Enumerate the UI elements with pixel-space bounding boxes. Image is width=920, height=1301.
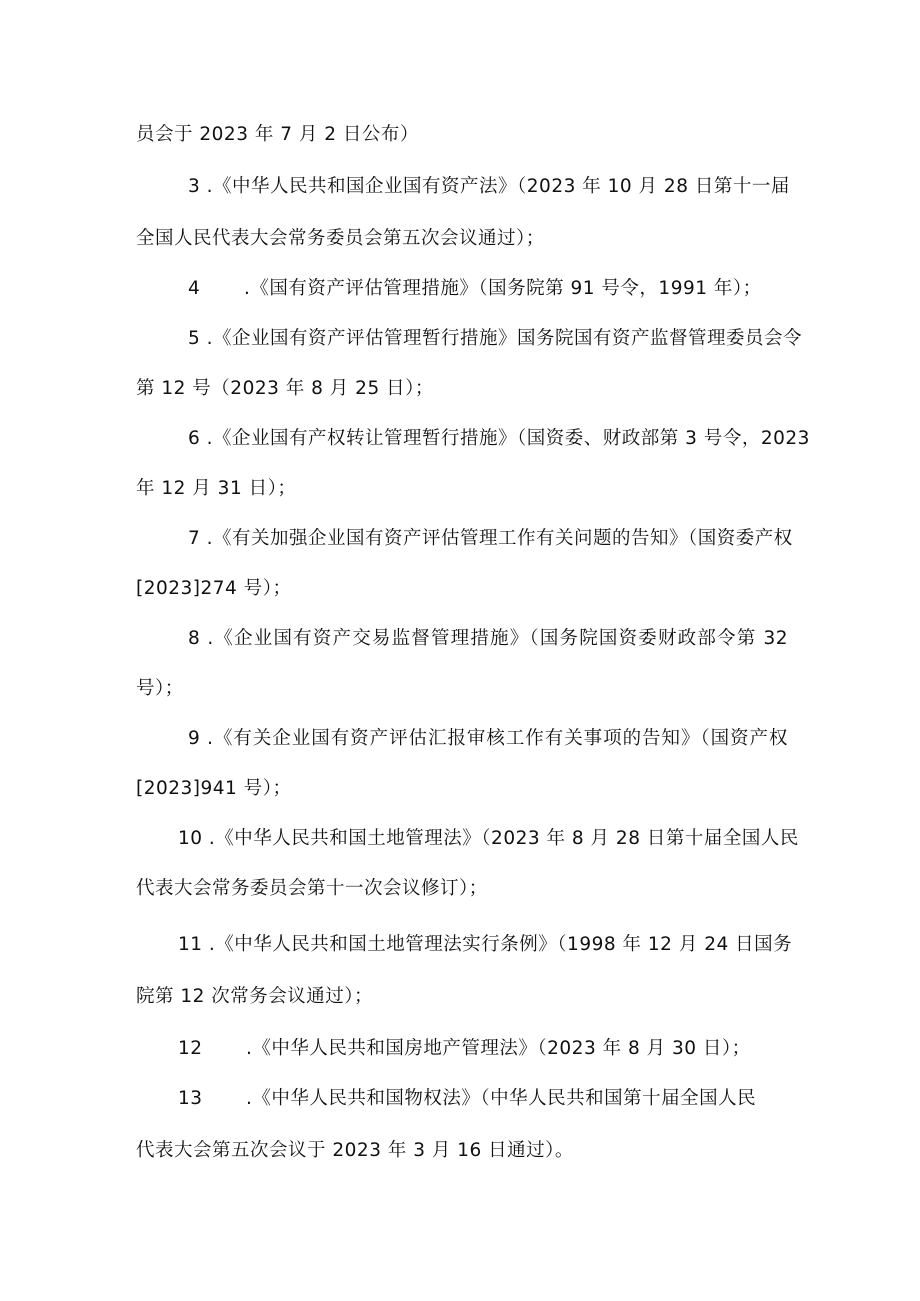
list-item-5: 5 .《企业国有资产评估管理暂行措施》国务院国有资产监督管理委员会令: [188, 328, 803, 349]
list-item-4: [188, 274, 788, 304]
item-text: .《中华人民共和国房地产管理法》（2023 年 8 月 30 日）；: [246, 1038, 751, 1059]
list-item-12: [178, 1034, 788, 1064]
list-item-9: 9 .《有关企业国有资产评估汇报审核工作有关事项的告知》（国资产权: [188, 728, 788, 749]
text-line: 员会于 2023 年 7 月 2 日公布）: [136, 124, 419, 145]
item-number: 12: [178, 1038, 203, 1059]
text-line: [2023]941 号）；: [136, 778, 292, 799]
item-text: .《中华人民共和国物权法》（中华人民共和国第十届全国人民: [246, 1088, 757, 1109]
text-line: 院第 12 次常务会议通过）；: [136, 986, 374, 1007]
list-item-11: 11 .《中华人民共和国土地管理法实行条例》（1998 年 12 月 24 日国务: [178, 934, 793, 955]
list-item-13: [178, 1084, 788, 1114]
item-number: 4: [188, 278, 201, 299]
text-line: 第 12 号（2023 年 8 月 25 日）；: [136, 378, 434, 399]
text-line: 全国人民代表大会常务委员会第五次会议通过）；: [136, 228, 545, 249]
item-text: .《国有资产评估管理措施》（国务院第 91 号令，1991 年）；: [244, 278, 762, 299]
item-number: 13: [178, 1088, 203, 1109]
text-line: 代表大会常务委员会第十一次会议修订）；: [136, 878, 488, 899]
list-item-8: 8 .《企业国有资产交易监督管理措施》（国务院国资委财政部令第 32: [188, 628, 788, 649]
text-line: 号）；: [136, 678, 184, 699]
text-line: [2023]274 号）；: [136, 578, 292, 599]
list-item-6: 6 .《企业国有产权转让管理暂行措施》（国资委、财政部第 3 号令，2023: [188, 428, 810, 449]
text-line: 年 12 月 31 日）；: [136, 478, 297, 499]
list-item-10: 10 .《中华人民共和国土地管理法》（2023 年 8 月 28 日第十届全国人民: [178, 828, 799, 849]
list-item-3: 3 .《中华人民共和国企业国有资产法》（2023 年 10 月 28 日第十一届: [188, 176, 790, 197]
list-item-7: 7 .《有关加强企业国有资产评估管理工作有关问题的告知》（国资委产权: [188, 528, 793, 549]
text-line: 代表大会第五次会议于 2023 年 3 月 16 日通过）。: [136, 1140, 574, 1161]
